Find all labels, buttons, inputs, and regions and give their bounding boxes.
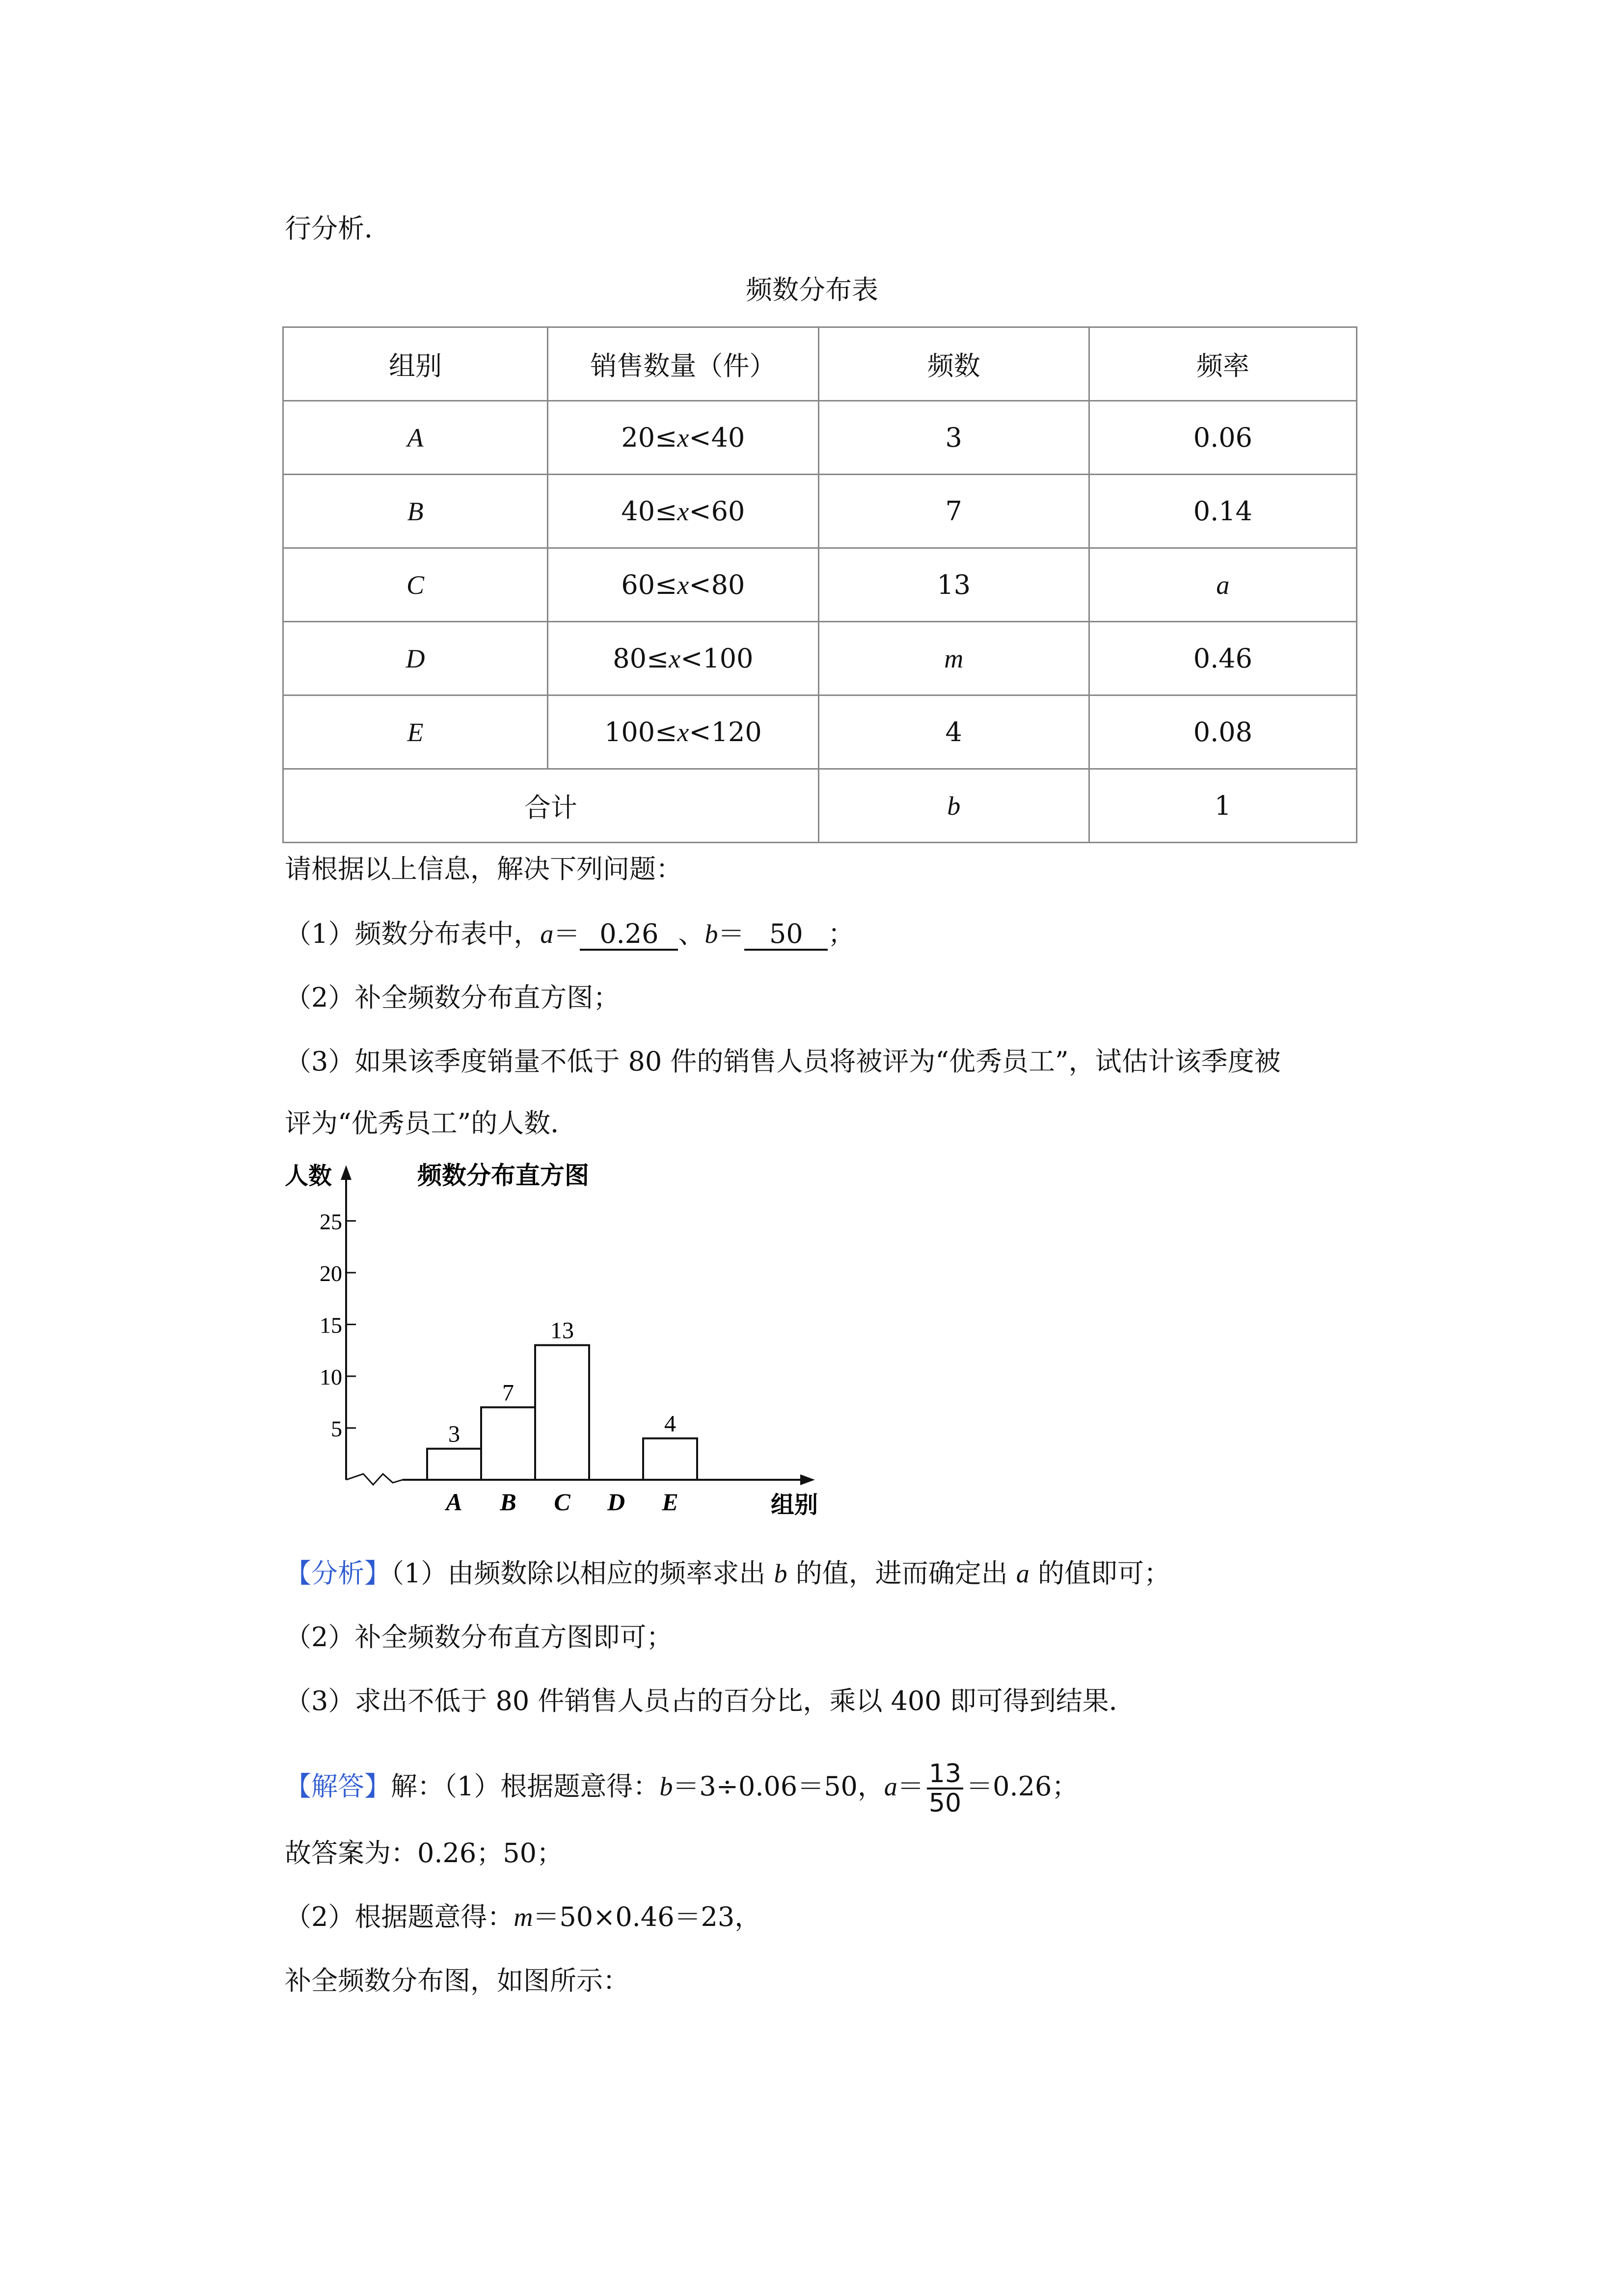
answer-a-blank: 0.26: [580, 919, 678, 951]
table-total-row: [283, 769, 1357, 843]
question-3-line2: 评为“优秀员工”的人数．: [285, 1108, 577, 1139]
category-label-C: C: [554, 1488, 570, 1516]
category-label-D: D: [607, 1488, 625, 1516]
cell-quantity: 40≤x<60: [548, 475, 819, 548]
chart-title: 频数分布直方图: [417, 1162, 589, 1189]
table-header-row: [283, 327, 1357, 401]
cell-rate: 0.06: [1089, 401, 1356, 475]
data-label-E: 4: [664, 1411, 676, 1437]
cell-rate: 0.46: [1089, 622, 1356, 695]
cell-count: 3: [818, 401, 1089, 475]
cell-quantity: 60≤x<80: [548, 548, 819, 622]
histogram-chart: [275, 1158, 844, 1531]
answer-b-blank: 50: [744, 919, 828, 951]
table-title: 频数分布表: [746, 274, 878, 305]
cell-count: m: [818, 622, 1089, 695]
data-label-A: 3: [448, 1421, 460, 1447]
data-label-B: 7: [502, 1380, 514, 1406]
y-axis-arrow: [341, 1165, 352, 1180]
frequency-table: [282, 326, 1357, 843]
cell-group: E: [283, 695, 548, 769]
cell-group: A: [283, 401, 548, 475]
table-row: [283, 401, 1357, 475]
category-label-B: B: [500, 1488, 516, 1516]
header-count: 频数: [818, 327, 1089, 401]
cell-total-rate: 1: [1089, 769, 1356, 843]
table-row: [283, 548, 1357, 622]
cell-count: 7: [818, 475, 1089, 548]
data-label-C: 13: [550, 1317, 574, 1344]
y-tick-label: 5: [331, 1416, 342, 1442]
cell-quantity: 20≤x<40: [548, 401, 819, 475]
y-tick-label: 25: [320, 1209, 342, 1234]
table-row: [283, 475, 1357, 548]
question-3-line1: （3）如果该季度销量不低于 80 件的销售人员将被评为“优秀员工”，试估计该季度被: [285, 1046, 1281, 1077]
solution-line2: 故答案为：0.26；50；: [285, 1838, 563, 1869]
cell-rate: a: [1089, 548, 1356, 622]
axis-break-zigzag: [346, 1474, 403, 1485]
cell-group: B: [283, 475, 548, 548]
question-1: （1）频数分布表中，a＝ 0.26 、b＝ 50 ；: [285, 916, 854, 952]
cell-rate: 0.08: [1089, 695, 1356, 769]
cell-count: 13: [818, 548, 1089, 622]
solution-line3: （2）根据题意得：m＝50×0.46＝23，: [285, 1901, 761, 1932]
cell-total-count: b: [818, 769, 1089, 843]
category-label-A: A: [446, 1488, 462, 1516]
bar-B: [481, 1407, 535, 1480]
solution-line4: 补全频数分布图，如图所示：: [285, 1965, 629, 1996]
cell-count: 4: [818, 695, 1089, 769]
solution-tag: 【解答】: [285, 1771, 391, 1802]
bar-A: [427, 1449, 481, 1480]
cell-group: D: [283, 622, 548, 695]
y-axis-label: 人数: [285, 1163, 332, 1189]
bar-C: [535, 1345, 589, 1480]
header-quantity: 销售数量（件）: [548, 327, 819, 401]
y-tick-label: 15: [320, 1312, 342, 1338]
cell-rate: 0.14: [1089, 475, 1356, 548]
x-axis-label: 组别: [771, 1492, 818, 1518]
table-row: [283, 622, 1357, 695]
cell-group: C: [283, 548, 548, 622]
header-group: 组别: [283, 327, 548, 401]
bar-E: [643, 1439, 697, 1480]
questions-intro: 请根据以上信息，解决下列问题：: [285, 854, 682, 884]
y-tick-label: 10: [320, 1364, 342, 1389]
question-2: （2）补全频数分布直方图；: [285, 982, 620, 1013]
category-label-E: E: [662, 1488, 678, 1516]
header-rate: 频率: [1089, 327, 1356, 401]
analysis-line2: （2）补全频数分布直方图即可；: [285, 1622, 673, 1653]
x-axis-arrow: [800, 1474, 815, 1485]
intro-tail: 行分析．: [285, 213, 391, 244]
cell-quantity: 100≤x<120: [548, 695, 819, 769]
cell-quantity: 80≤x<100: [548, 622, 819, 695]
analysis-line1: 【分析】（1）由频数除以相应的频率求出 b 的值，进而确定出 a 的值即可；: [285, 1558, 1171, 1589]
solution-line1: 【解答】解：（1）根据题意得：b＝3÷0.06＝50，a＝ $\frac{13}{50}$ ＝0.26；: [285, 1759, 1079, 1818]
cell-total-label: 合计: [283, 769, 819, 843]
fraction-13-50: $\frac{13}{50}$: [927, 1760, 963, 1817]
analysis-line3: （3）求出不低于 80 件销售人员占的百分比，乘以 400 即可得到结果．: [285, 1685, 1136, 1716]
table-row: [283, 695, 1357, 769]
y-tick-label: 20: [320, 1261, 342, 1286]
analysis-tag: 【分析】: [285, 1558, 391, 1589]
